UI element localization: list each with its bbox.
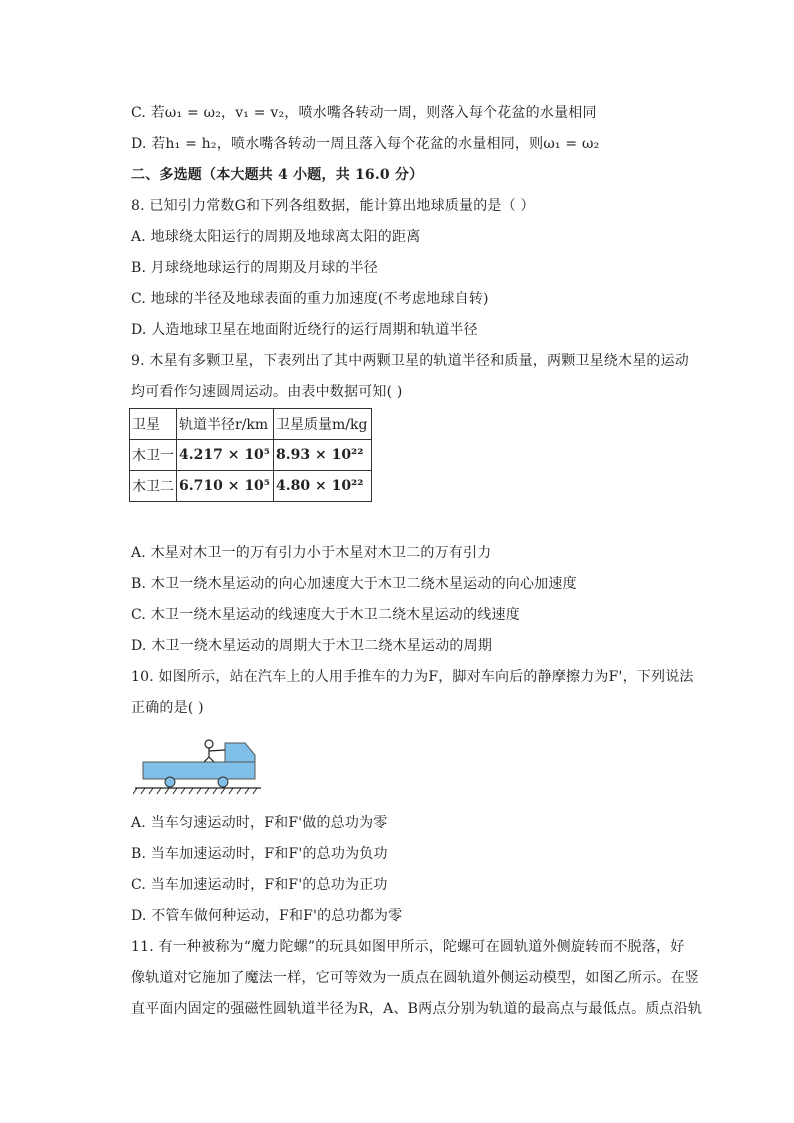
q8-option-c: C. 地球的半径及地球表面的重力加速度(不考虑地球自转) xyxy=(131,291,489,307)
q11-stem-line1: 11. 有一种被称为“魔力陀螺”的玩具如图甲所示，陀螺可在圆轨道外侧旋转而不脱落，好 xyxy=(131,939,685,955)
q9-stem-line1: 9. 木星有多颗卫星，下表列出了其中两颗卫星的轨道半径和质量，两颗卫星绕木星的运动 xyxy=(131,353,690,369)
table-row xyxy=(130,471,372,502)
ground-hatching xyxy=(133,788,257,794)
table-cell: 4.80 × 10²² xyxy=(274,471,372,502)
q10-stem-line1: 10. 如图所示，站在汽车上的人用手推车的力为F，脚对车向后的静摩擦力为F'，下列说法 xyxy=(131,669,694,685)
table-cell: 木卫二 xyxy=(130,471,177,502)
truck-cab xyxy=(225,743,255,762)
table-cell: 4.217 × 10⁵ xyxy=(177,440,274,471)
q10-option-a: A. 当车匀速运动时，F和F'做的总功为零 xyxy=(131,815,388,831)
table-header-row xyxy=(130,409,372,440)
q8-option-d: D. 人造地球卫星在地面附近绕行的运行周期和轨道半径 xyxy=(131,322,478,338)
q7-option-c: C. 若ω₁ = ω₂，v₁ = v₂，喷水嘴各转动一周，则落入每个花盆的水量相同 xyxy=(131,105,597,121)
table-header-cell: 轨道半径r/km xyxy=(177,409,274,440)
q10-option-b: B. 当车加速运动时，F和F'的总功为负功 xyxy=(131,846,388,862)
q9-stem-line2: 均可看作匀速圆周运动。由表中数据可知( ) xyxy=(131,384,403,400)
q11-stem-line2: 像轨道对它施加了魔法一样，它可等效为一质点在圆轨道外侧运动模型，如图乙所示。在竖 xyxy=(131,970,699,986)
q8-option-a: A. 地球绕太阳运行的周期及地球离太阳的距离 xyxy=(131,229,421,245)
q10-option-c: C. 当车加速运动时，F和F'的总功为正功 xyxy=(131,877,388,893)
table-header-cell: 卫星 xyxy=(130,409,177,440)
q9-option-d: D. 木卫一绕木星运动的周期大于木卫二绕木星运动的周期 xyxy=(131,638,493,654)
section-heading: 二、多选题（本大题共 4 小题，共 16.0 分） xyxy=(131,167,424,183)
table-cell: 木卫一 xyxy=(130,440,177,471)
table-row xyxy=(130,440,372,471)
q8-stem: 8. 已知引力常数G和下列各组数据，能计算出地球质量的是（ ） xyxy=(131,198,535,214)
q10-option-d: D. 不管车做何种运动，F和F'的总功都为零 xyxy=(131,908,403,924)
rear-wheel xyxy=(165,777,175,787)
table-cell: 6.710 × 10⁵ xyxy=(177,471,274,502)
table-header-cell: 卫星质量m/kg xyxy=(274,409,372,440)
q11-stem-line3: 直平面内固定的强磁性圆轨道半径为R，A、B两点分别为轨道的最高点与最低点。质点沿轨 xyxy=(131,1001,703,1017)
q7-option-d: D. 若h₁ = h₂，喷水嘴各转动一周且落入每个花盆的水量相同，则ω₁ = ω₂ xyxy=(131,136,600,152)
truck-figure xyxy=(133,735,263,797)
front-wheel xyxy=(218,777,228,787)
q8-option-b: B. 月球绕地球运行的周期及月球的半径 xyxy=(131,260,378,276)
person-figure xyxy=(204,740,225,762)
q9-option-c: C. 木卫一绕木星运动的线速度大于木卫二绕木星运动的线速度 xyxy=(131,607,520,623)
table-cell: 8.93 × 10²² xyxy=(274,440,372,471)
satellite-table xyxy=(129,408,372,502)
q9-option-a: A. 木星对木卫一的万有引力小于木星对木卫二的万有引力 xyxy=(131,545,492,561)
q10-stem-line2: 正确的是( ) xyxy=(131,700,204,716)
truck-bed xyxy=(143,762,255,779)
q9-option-b: B. 木卫一绕木星运动的向心加速度大于木卫二绕木星运动的向心加速度 xyxy=(131,576,577,592)
